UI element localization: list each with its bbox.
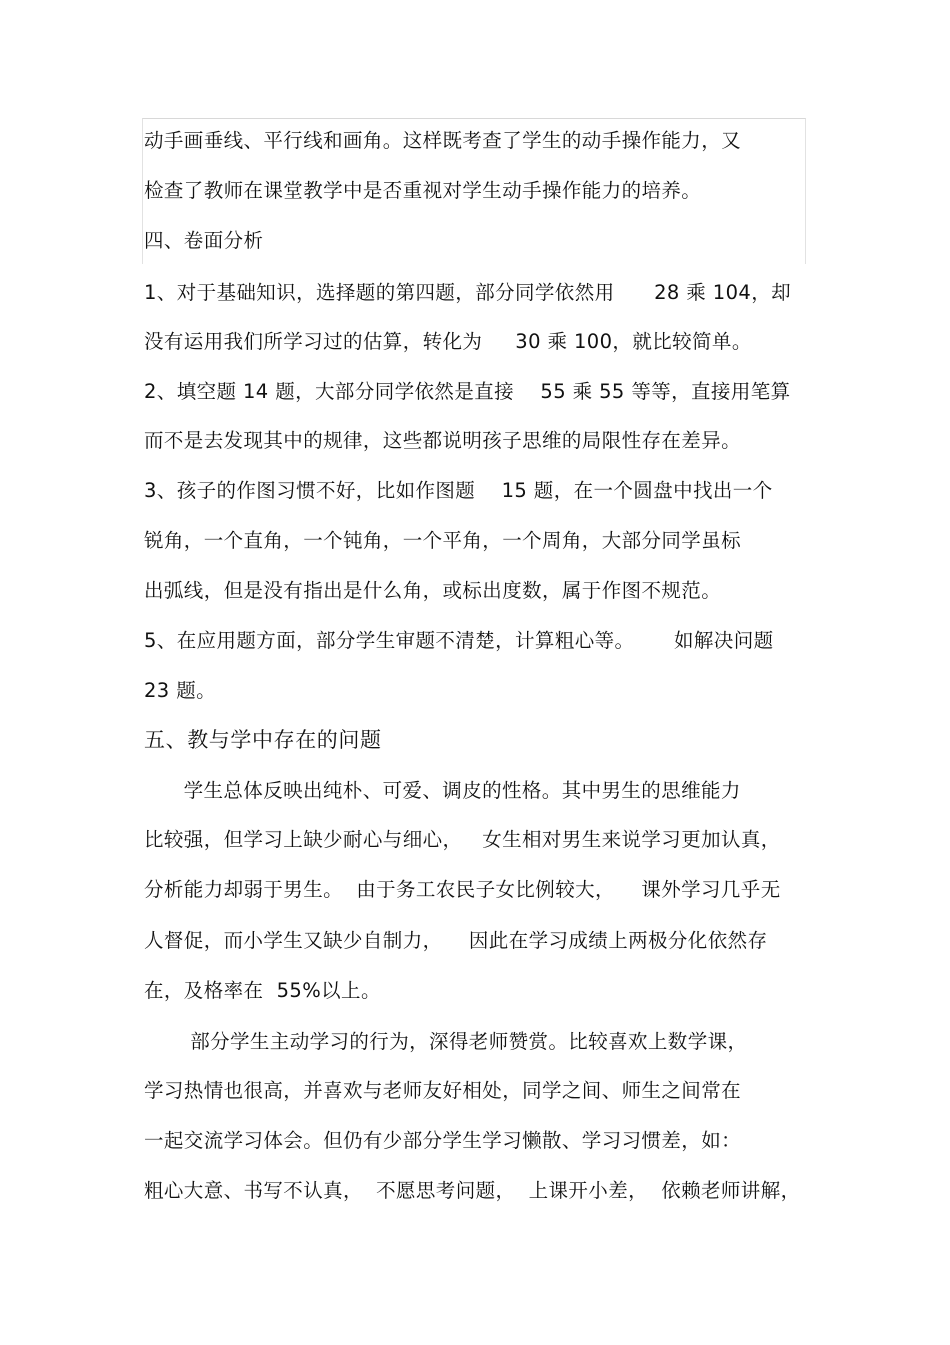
text-line: 人督促，而小学生又缺少自制力， 因此在学习成绩上两极分化依然存 <box>144 929 768 952</box>
text-line: 一起交流学习体会。但仍有少部分学生学习懒散、学习习惯差，如： <box>144 1129 742 1152</box>
section-heading-4: 四、卷面分析 <box>144 229 264 252</box>
text-line: 5、在应用题方面，部分学生审题不清楚，计算粗心等。 如解决问题 <box>144 629 774 652</box>
text-line: 23 题。 <box>144 679 217 702</box>
text-line: 动手画垂线、平行线和画角。这样既考查了学生的动手操作能力，又 <box>144 129 742 152</box>
text-line: 学生总体反映出纯朴、可爱、调皮的性格。其中男生的思维能力 <box>144 779 741 802</box>
text-line: 比较强，但学习上缺少耐心与细心， 女生相对男生来说学习更加认真， <box>144 828 781 851</box>
text-line: 在，及格率在 55%以上。 <box>144 979 381 1002</box>
text-line: 2、填空题 14 题，大部分同学依然是直接 55 乘 55 等等，直接用笔算 <box>144 380 791 403</box>
text-line: 而不是去发现其中的规律，这些都说明孩子思维的局限性存在差异。 <box>144 429 742 452</box>
section-heading-5: 五、教与学中存在的问题 <box>144 728 382 752</box>
text-line: 1、对于基础知识，选择题的第四题，部分同学依然用 28 乘 104，却 <box>144 281 792 304</box>
text-line: 分析能力却弱于男生。 由于务工农民子女比例较大， 课外学习几乎无 <box>144 878 781 901</box>
text-line: 3、孩子的作图习惯不好，比如作图题 15 题，在一个圆盘中找出一个 <box>144 479 773 502</box>
text-line: 没有运用我们所学习过的估算，转化为 30 乘 100，就比较简单。 <box>144 330 752 353</box>
text-line: 学习热情也很高，并喜欢与老师友好相处，同学之间、师生之间常在 <box>144 1079 742 1102</box>
text-line: 粗心大意、书写不认真， 不愿思考问题， 上课开小差， 依赖老师讲解， <box>144 1179 801 1202</box>
text-line: 出弧线，但是没有指出是什么角，或标出度数，属于作图不规范。 <box>144 579 722 602</box>
text-line: 部分学生主动学习的行为，深得老师赞赏。比较喜欢上数学课， <box>144 1030 748 1053</box>
text-line: 锐角，一个直角，一个钝角，一个平角，一个周角，大部分同学虽标 <box>144 529 742 552</box>
text-line: 检查了教师在课堂教学中是否重视对学生动手操作能力的培养。 <box>144 179 702 202</box>
